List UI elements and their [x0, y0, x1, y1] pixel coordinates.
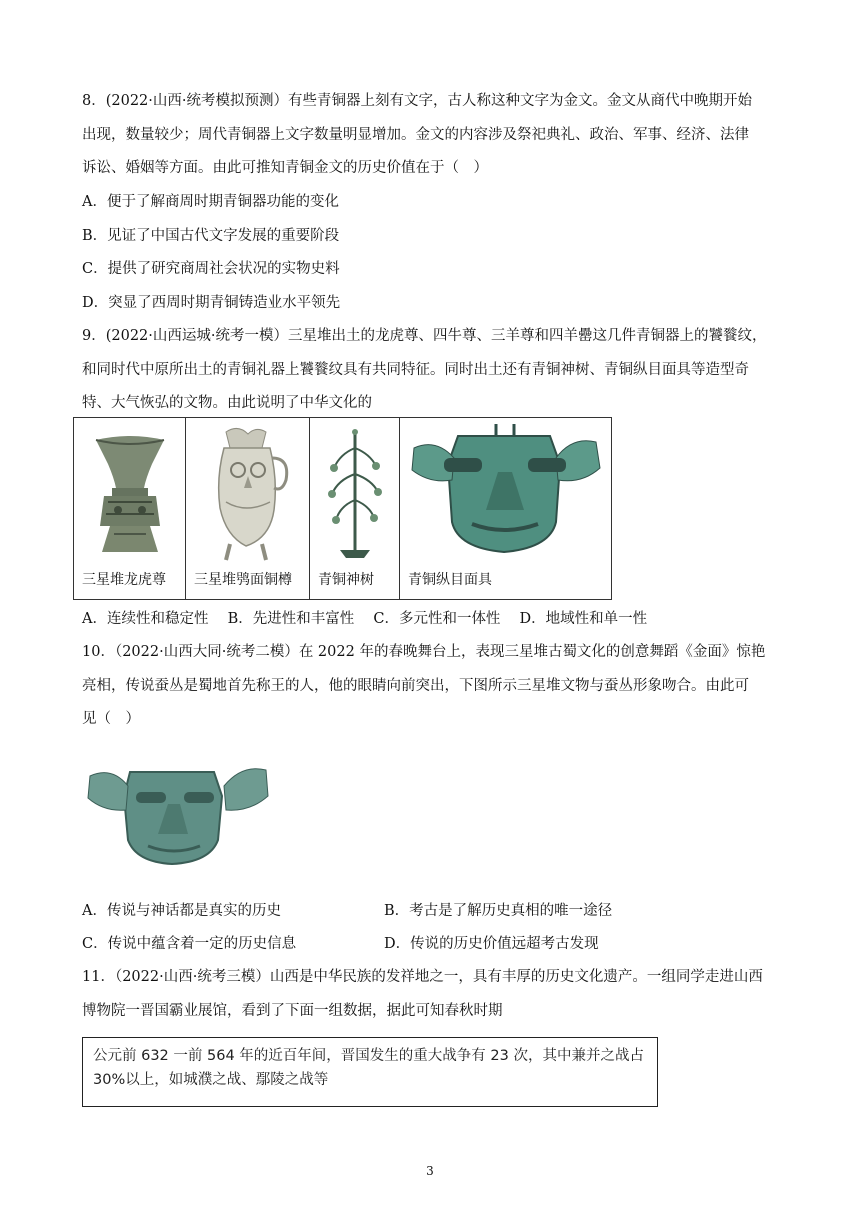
artifact-cell-zongmu-mask	[400, 418, 611, 599]
caption-zongmu-mask: 青铜纵目面具	[408, 572, 492, 588]
bronze-mask-image	[86, 762, 270, 870]
q8-stem-line-3: 诉讼、婚姻等方面。由此可推知青铜金文的历史价值在于（ ）	[82, 160, 488, 176]
caption-longhu-zun: 三星堆龙虎尊	[82, 572, 166, 588]
caption-sacred-tree: 青铜神树	[318, 572, 374, 588]
q9-stem-line-3: 特、大气恢弘的文物。由此说明了中华文化的	[82, 395, 372, 411]
longhu-zun-image	[74, 418, 186, 568]
q11-data-box	[82, 1037, 658, 1107]
q10-stem-line-2: 亮相，传说蚕丛是蜀地首先称王的人，他的眼睛向前突出，下图所示三星堆文物与蚕丛形象吻合。由此可	[82, 678, 749, 694]
q9-stem-line-1: 9．(2022·山西运城·统考一模）三星堆出土的龙虎尊、四牛尊、三羊尊和四羊罍这几件青铜器上的饕餮纹，	[82, 328, 767, 344]
q10-stem-line-1: 10．（2022·山西大同·统考二模）在 2022 年的春晚舞台上，表现三星堆古蜀文化的创意舞蹈《金面》惊艳	[82, 644, 766, 660]
zongmu-mask-image	[400, 418, 611, 568]
artifact-cell-longhu-zun	[74, 418, 186, 599]
sacred-tree-image	[310, 418, 400, 568]
q10-option-d: D．传说的历史价值远超考古发现	[384, 936, 599, 952]
q11-stem-line-2: 博物院一晋国霸业展馆，看到了下面一组数据，据此可知春秋时期	[82, 1003, 503, 1019]
artifact-cell-sacred-tree	[310, 418, 400, 599]
q11-data-line-2: 30%以上，如城濮之战、鄢陵之战等	[93, 1072, 329, 1088]
q11-data-line-1: 公元前 632 一前 564 年的近百年间，晋国发生的重大战争有 23 次，其中兼并之战占	[93, 1048, 644, 1064]
q11-stem-line-1: 11．（2022·山西·统考三模）山西是中华民族的发祥地之一，具有丰厚的历史文化遗产。一组同学走进山西	[82, 969, 763, 985]
q8-option-c: C．提供了研究商周社会状况的实物史料	[82, 261, 340, 277]
q10-option-a: A．传说与神话都是真实的历史	[82, 903, 281, 919]
q10-option-c: C．传说中蕴含着一定的历史信息	[82, 936, 297, 952]
caption-xiaomian-zun: 三星堆鸮面铜樽	[194, 572, 292, 588]
xiaomian-zun-image	[186, 418, 310, 568]
q8-stem-line-1: 8．(2022·山西·统考模拟预测）有些青铜器上刻有文字，古人称这种文字为金文。金文从商代中晚期开始	[82, 93, 752, 109]
q8-option-d: D．突显了西周时期青铜铸造业水平领先	[82, 295, 341, 311]
q8-option-a: A．便于了解商周时期青铜器功能的变化	[82, 194, 339, 210]
artifact-cell-xiaomian-zun	[186, 418, 310, 599]
q10-stem-line-3: 见（ ）	[82, 711, 140, 727]
q9-options: A．连续性和稳定性 B．先进性和丰富性 C．多元性和一体性 D．地域性和单一性	[82, 611, 648, 627]
q9-stem-line-2: 和同时代中原所出土的青铜礼器上饕餮纹具有共同特征。同时出土还有青铜神树、青铜纵目面具等造型奇	[82, 362, 749, 378]
q8-stem-line-2: 出现，数量较少；周代青铜器上文字数量明显增加。金文的内容涉及祭祀典礼、政治、军事、经济、法律	[82, 127, 749, 143]
artifact-image-table	[73, 417, 612, 600]
q10-option-b: B．考古是了解历史真相的唯一途径	[384, 903, 613, 919]
q8-option-b: B．见证了中国古代文字发展的重要阶段	[82, 228, 340, 244]
page-number: 3	[426, 1164, 434, 1178]
